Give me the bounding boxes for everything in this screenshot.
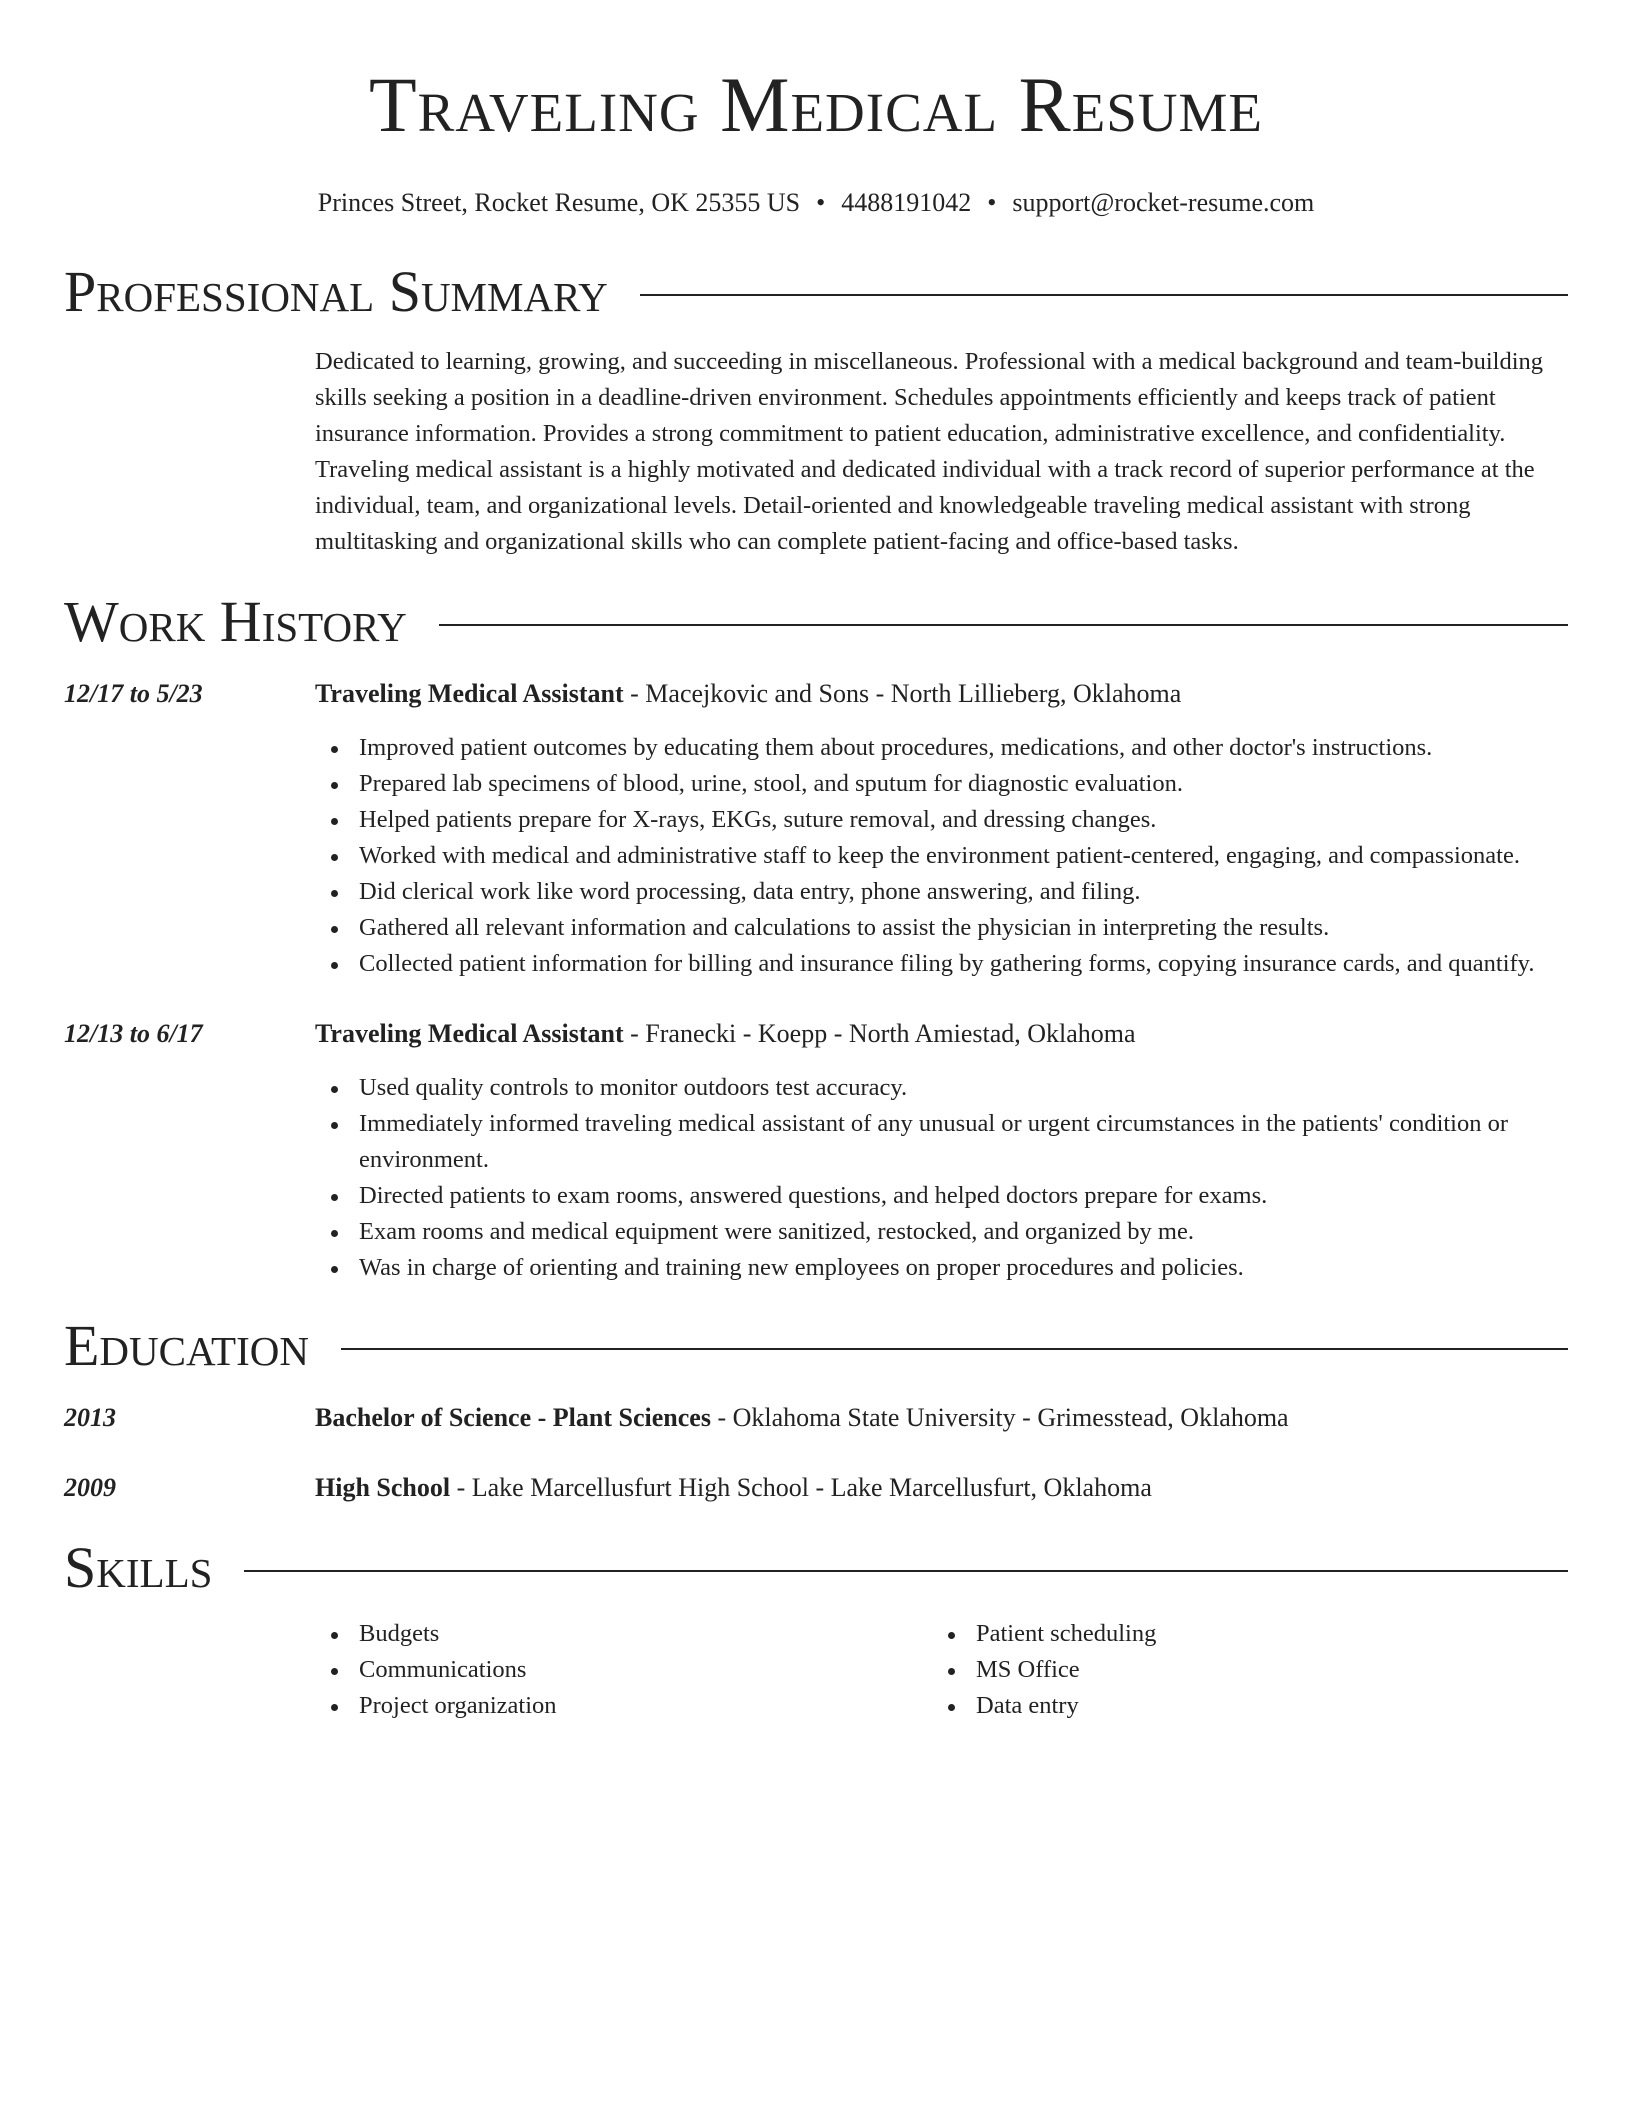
- list-item: Immediately informed traveling medical assistant of any unusual or urgent circumstances in the patients' condition or environment.: [315, 1106, 1568, 1178]
- education-entry: [64, 1400, 1568, 1436]
- list-item: Improved patient outcomes by educating them about procedures, medications, and other doctor's instructions.: [315, 730, 1568, 766]
- section-divider: [439, 624, 1568, 626]
- section-divider: [244, 1570, 1568, 1572]
- skill-item: Data entry: [932, 1688, 1549, 1724]
- job-details: - Franecki - Koepp - North Amiestad, Oklahoma: [623, 1019, 1136, 1048]
- education-degree: Bachelor of Science - Plant Sciences: [315, 1403, 711, 1432]
- resume-name: Traveling Medical Resume: [368, 61, 1264, 148]
- list-item: Did clerical work like word processing, data entry, phone answering, and filing.: [315, 874, 1568, 910]
- job-body: [315, 1016, 1568, 1286]
- list-item: Exam rooms and medical equipment were sanitized, restocked, and organized by me.: [315, 1214, 1568, 1250]
- job-header: [315, 1016, 1568, 1052]
- skills-grid: [315, 1616, 1568, 1724]
- skill-item: Patient scheduling: [932, 1616, 1549, 1652]
- work-section-header: [64, 590, 1568, 654]
- work-heading: Work History: [64, 589, 407, 654]
- resume-page: [64, 0, 1568, 1724]
- job-title: Traveling Medical Assistant: [315, 679, 624, 708]
- contact-line: [64, 186, 1568, 220]
- skill-item: Budgets: [315, 1616, 932, 1652]
- section-divider: [341, 1348, 1568, 1350]
- skills-heading: Skills: [64, 1535, 213, 1600]
- contact-email: support@rocket-resume.com: [1012, 188, 1315, 217]
- summary-text: Dedicated to learning, growing, and succeeding in miscellaneous. Professional with a medical background and team-building skills seeking a position in a deadline-driven environment. Schedules appointments efficiently and keeps track of patient insurance information. Provides a strong commitment to patient education, administrative excellence, and confidentiality. Traveling medical assistant is a highly motivated and dedicated individual with a track record of superior performance at the individual, team, and organizational levels. Detail-oriented and knowledgeable traveling medical assistant with strong multitasking and organizational skills who can complete patient-facing and office-based tasks.: [315, 348, 1544, 555]
- job-header: [315, 676, 1568, 712]
- education-details: - Oklahoma State University - Grimesstead, Oklahoma: [710, 1403, 1289, 1432]
- education-heading: Education: [64, 1313, 309, 1378]
- skill-item: MS Office: [932, 1652, 1549, 1688]
- education-body: [315, 1400, 1568, 1436]
- job-title: Traveling Medical Assistant: [315, 1019, 624, 1048]
- education-degree: High School: [315, 1473, 451, 1502]
- education-year: 2013: [64, 1403, 116, 1432]
- summary-heading: Professional Summary: [64, 259, 608, 324]
- job-dates: 12/13 to 6/17: [64, 1019, 203, 1048]
- skills-body: [315, 1600, 1568, 1724]
- job-bullets: [315, 730, 1568, 982]
- education-entry: [64, 1470, 1568, 1506]
- skill-item: Communications: [315, 1652, 932, 1688]
- summary-row: [64, 344, 1568, 560]
- contact-separator: •: [816, 188, 826, 217]
- skills-spacer: [64, 1600, 315, 1724]
- education-section-header: [64, 1314, 1568, 1378]
- job-entry: [64, 1016, 1568, 1286]
- list-item: Helped patients prepare for X-rays, EKGs, suture removal, and dressing changes.: [315, 802, 1568, 838]
- summary-section-header: [64, 260, 1568, 324]
- list-item: Worked with medical and administrative staff to keep the environment patient-centered, engaging, and compassionate.: [315, 838, 1568, 874]
- education-details: - Lake Marcellusfurt High School - Lake Marcellusfurt, Oklahoma: [450, 1473, 1152, 1502]
- contact-separator: •: [987, 188, 997, 217]
- list-item: Collected patient information for billing and insurance filing by gathering forms, copying insurance cards, and quantify.: [315, 946, 1568, 982]
- job-bullets: [315, 1070, 1568, 1286]
- summary-spacer: [64, 344, 315, 560]
- skills-section-header: [64, 1536, 1568, 1600]
- list-item: Directed patients to exam rooms, answered questions, and helped doctors prepare for exams.: [315, 1178, 1568, 1214]
- education-year: 2009: [64, 1473, 116, 1502]
- list-item: Was in charge of orienting and training new employees on proper procedures and policies.: [315, 1250, 1568, 1286]
- contact-address: Princes Street, Rocket Resume, OK 25355 US: [317, 188, 801, 217]
- job-dates: 12/17 to 5/23: [64, 679, 203, 708]
- section-divider: [640, 294, 1568, 296]
- skills-list-left: [315, 1616, 932, 1724]
- job-entry: [64, 676, 1568, 982]
- job-details: - Macejkovic and Sons - North Lillieberg, Oklahoma: [623, 679, 1182, 708]
- list-item: Used quality controls to monitor outdoors test accuracy.: [315, 1070, 1568, 1106]
- list-item: Gathered all relevant information and calculations to assist the physician in interpreting the results.: [315, 910, 1568, 946]
- contact-phone: 4488191042: [841, 188, 972, 217]
- skills-list-right: [932, 1616, 1549, 1724]
- education-body: [315, 1470, 1568, 1506]
- list-item: Prepared lab specimens of blood, urine, stool, and sputum for diagnostic evaluation.: [315, 766, 1568, 802]
- skill-item: Project organization: [315, 1688, 932, 1724]
- job-body: [315, 676, 1568, 982]
- skills-row: [64, 1600, 1568, 1724]
